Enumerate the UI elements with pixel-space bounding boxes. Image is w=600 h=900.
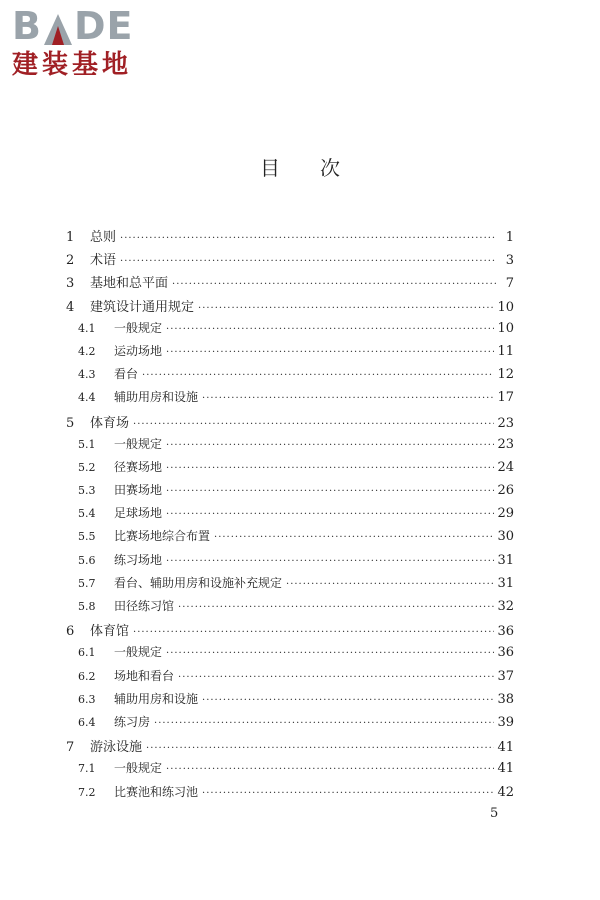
- toc-entry-page: 37: [497, 668, 514, 684]
- toc-entry-title: 比赛场地综合布置: [114, 529, 211, 544]
- toc-entry-number: 5.8: [78, 600, 96, 613]
- toc-entry[interactable]: [66, 713, 514, 736]
- toc-dot-leader: [202, 788, 494, 799]
- toc-entry-number: 7: [66, 740, 75, 756]
- toc-entry-title: 田赛场地: [114, 483, 163, 498]
- toc-entry-page: 36: [497, 624, 514, 640]
- toc-entry[interactable]: [66, 783, 514, 806]
- toc-entry-title: 基地和总平面: [90, 276, 169, 292]
- toc-entry[interactable]: [66, 690, 514, 713]
- toc-entry-title: 总则: [90, 230, 117, 245]
- toc-entry-title: 辅助用房和设施: [114, 390, 199, 405]
- toc-dot-leader: [202, 695, 494, 706]
- toc-entry-title: 看台、辅助用房和设施补充规定: [114, 575, 283, 590]
- toc-entry-number: 3: [66, 276, 75, 292]
- toc-entry-number: 5.7: [78, 576, 96, 590]
- toc-entry-page: 41: [497, 740, 514, 756]
- toc-entry-number: 5: [66, 415, 75, 431]
- toc-entry-title: 体育馆: [90, 624, 130, 640]
- toc-dot-leader: [202, 393, 494, 404]
- toc-entry-page: 31: [497, 575, 514, 591]
- toc-entry-page: 3: [505, 253, 514, 269]
- toc-dot-leader: [166, 463, 494, 474]
- logo-a-triangle-icon: [43, 12, 73, 46]
- toc-dot-leader: [146, 743, 494, 754]
- toc-entry[interactable]: [66, 412, 514, 435]
- toc-dot-leader: [166, 324, 494, 335]
- toc-entry[interactable]: [66, 388, 514, 411]
- toc-dot-leader: [166, 440, 494, 451]
- toc-entry-page: 39: [497, 714, 514, 730]
- toc-entry[interactable]: [66, 319, 514, 342]
- toc-entry-number: 5.5: [78, 530, 96, 544]
- toc-entry-page: 23: [497, 415, 514, 431]
- toc-dot-leader: [178, 602, 494, 613]
- toc-entry-number: 7.1: [78, 762, 96, 776]
- toc-dot-leader: [154, 718, 494, 729]
- toc-entry[interactable]: [66, 458, 514, 481]
- toc-entry-page: 17: [497, 390, 514, 406]
- toc-entry-title: 一般规定: [114, 436, 163, 451]
- toc-entry-number: 5.1: [78, 437, 96, 451]
- toc-entry-number: 7.2: [78, 785, 96, 799]
- toc-dot-leader: [166, 764, 494, 775]
- toc-entry-number: 1: [66, 230, 75, 245]
- toc-entry[interactable]: [66, 551, 514, 574]
- toc-entry-title: 一般规定: [114, 320, 163, 335]
- toc-entry-page: 1: [505, 230, 514, 245]
- toc-entry-number: 6: [66, 624, 75, 640]
- toc-entry-page: 41: [497, 761, 514, 777]
- toc-entry-number: 6.3: [78, 692, 96, 706]
- toc-entry-number: 4.1: [78, 321, 96, 335]
- toc-dot-leader: [133, 627, 494, 638]
- toc-entry-page: 30: [497, 529, 514, 545]
- toc-entry-number: 4: [66, 299, 75, 315]
- toc-dot-leader: [286, 579, 494, 590]
- toc-entry-title: 田径练习馆: [114, 599, 175, 613]
- toc-entry-page: 31: [497, 552, 514, 568]
- toc-entry[interactable]: [66, 272, 514, 295]
- toc-entry-title: 径赛场地: [114, 459, 163, 474]
- bade-logo: [12, 6, 182, 82]
- toc-entry[interactable]: [66, 504, 514, 527]
- toc-dot-leader: [166, 486, 494, 497]
- toc-entry-page: 11: [497, 343, 514, 359]
- toc-entry[interactable]: [66, 342, 514, 365]
- toc-entry-number: 6.4: [78, 715, 96, 729]
- toc-entry-number: 4.2: [78, 344, 96, 358]
- toc-dot-leader: [166, 347, 494, 358]
- toc-dot-leader: [142, 370, 494, 381]
- toc-entry-title: 足球场地: [114, 506, 163, 521]
- logo-subtitle: 建装基地: [12, 50, 133, 80]
- toc-entry-title: 辅助用房和设施: [114, 691, 199, 706]
- toc-entry[interactable]: [66, 296, 514, 319]
- toc-entry-title: 游泳设施: [90, 740, 143, 756]
- toc-entry[interactable]: [66, 527, 514, 550]
- toc-entry-page: 12: [497, 367, 514, 383]
- toc-entry-title: 术语: [90, 253, 117, 269]
- toc-entry-page: 10: [497, 320, 514, 336]
- page-title: 目次: [260, 156, 380, 180]
- toc-entry-title: 体育场: [90, 415, 130, 431]
- toc-dot-leader: [166, 648, 494, 659]
- toc-dot-leader: [166, 509, 494, 520]
- toc-entry-number: 6.2: [78, 669, 96, 683]
- page-number: 5: [490, 806, 499, 821]
- toc-entry[interactable]: [66, 365, 514, 388]
- logo-wordmark: B DE: [12, 4, 134, 48]
- toc-entry-title: 运动场地: [114, 343, 163, 358]
- table-of-contents: [66, 226, 514, 806]
- toc-entry-page: 38: [497, 691, 514, 707]
- toc-entry-page: 42: [497, 784, 514, 800]
- toc-entry-page: 7: [505, 276, 514, 292]
- toc-entry-title: 比赛池和练习池: [114, 784, 199, 799]
- toc-entry[interactable]: [66, 736, 514, 759]
- toc-dot-leader: [178, 672, 494, 683]
- toc-dot-leader: [214, 532, 494, 543]
- toc-entry-number: 5.4: [78, 507, 96, 521]
- toc-entry[interactable]: [66, 574, 514, 597]
- toc-entry[interactable]: [66, 249, 514, 272]
- toc-entry-number: 5.3: [78, 484, 96, 498]
- toc-entry[interactable]: [66, 435, 514, 458]
- toc-entry-page: 29: [497, 506, 514, 522]
- toc-dot-leader: [198, 303, 494, 314]
- toc-entry[interactable]: [66, 481, 514, 504]
- toc-entry[interactable]: [66, 667, 514, 690]
- toc-dot-leader: [133, 419, 494, 430]
- toc-entry-number: 4.3: [78, 368, 96, 382]
- toc-entry-page: 26: [497, 483, 514, 499]
- toc-dot-leader: [166, 556, 494, 567]
- toc-entry-page: 23: [497, 436, 514, 452]
- toc-entry-title: 练习场地: [114, 552, 163, 567]
- toc-entry-page: 36: [497, 645, 514, 661]
- toc-dot-leader: [120, 233, 497, 244]
- toc-entry-number: 4.4: [78, 391, 96, 405]
- toc-entry-page: 32: [497, 599, 514, 614]
- toc-entry[interactable]: [66, 759, 514, 782]
- toc-entry-title: 一般规定: [114, 761, 163, 776]
- toc-entry-page: 24: [497, 459, 514, 475]
- toc-entry-page: 10: [497, 299, 514, 315]
- toc-entry-number: 6.1: [78, 646, 96, 660]
- toc-entry-number: 5.6: [78, 553, 96, 567]
- toc-entry-number: 5.2: [78, 460, 96, 474]
- toc-entry[interactable]: [66, 597, 514, 620]
- toc-entry-number: 2: [66, 253, 75, 269]
- toc-entry[interactable]: [66, 643, 514, 666]
- toc-entry[interactable]: [66, 226, 514, 249]
- toc-entry-title: 建筑设计通用规定: [90, 299, 195, 315]
- toc-dot-leader: [172, 279, 497, 290]
- toc-entry-title: 看台: [114, 367, 139, 382]
- toc-dot-leader: [120, 256, 497, 267]
- toc-entry-title: 练习房: [114, 714, 151, 729]
- toc-entry-title: 场地和看台: [114, 668, 175, 683]
- toc-entry[interactable]: [66, 620, 514, 643]
- toc-entry-title: 一般规定: [114, 645, 163, 660]
